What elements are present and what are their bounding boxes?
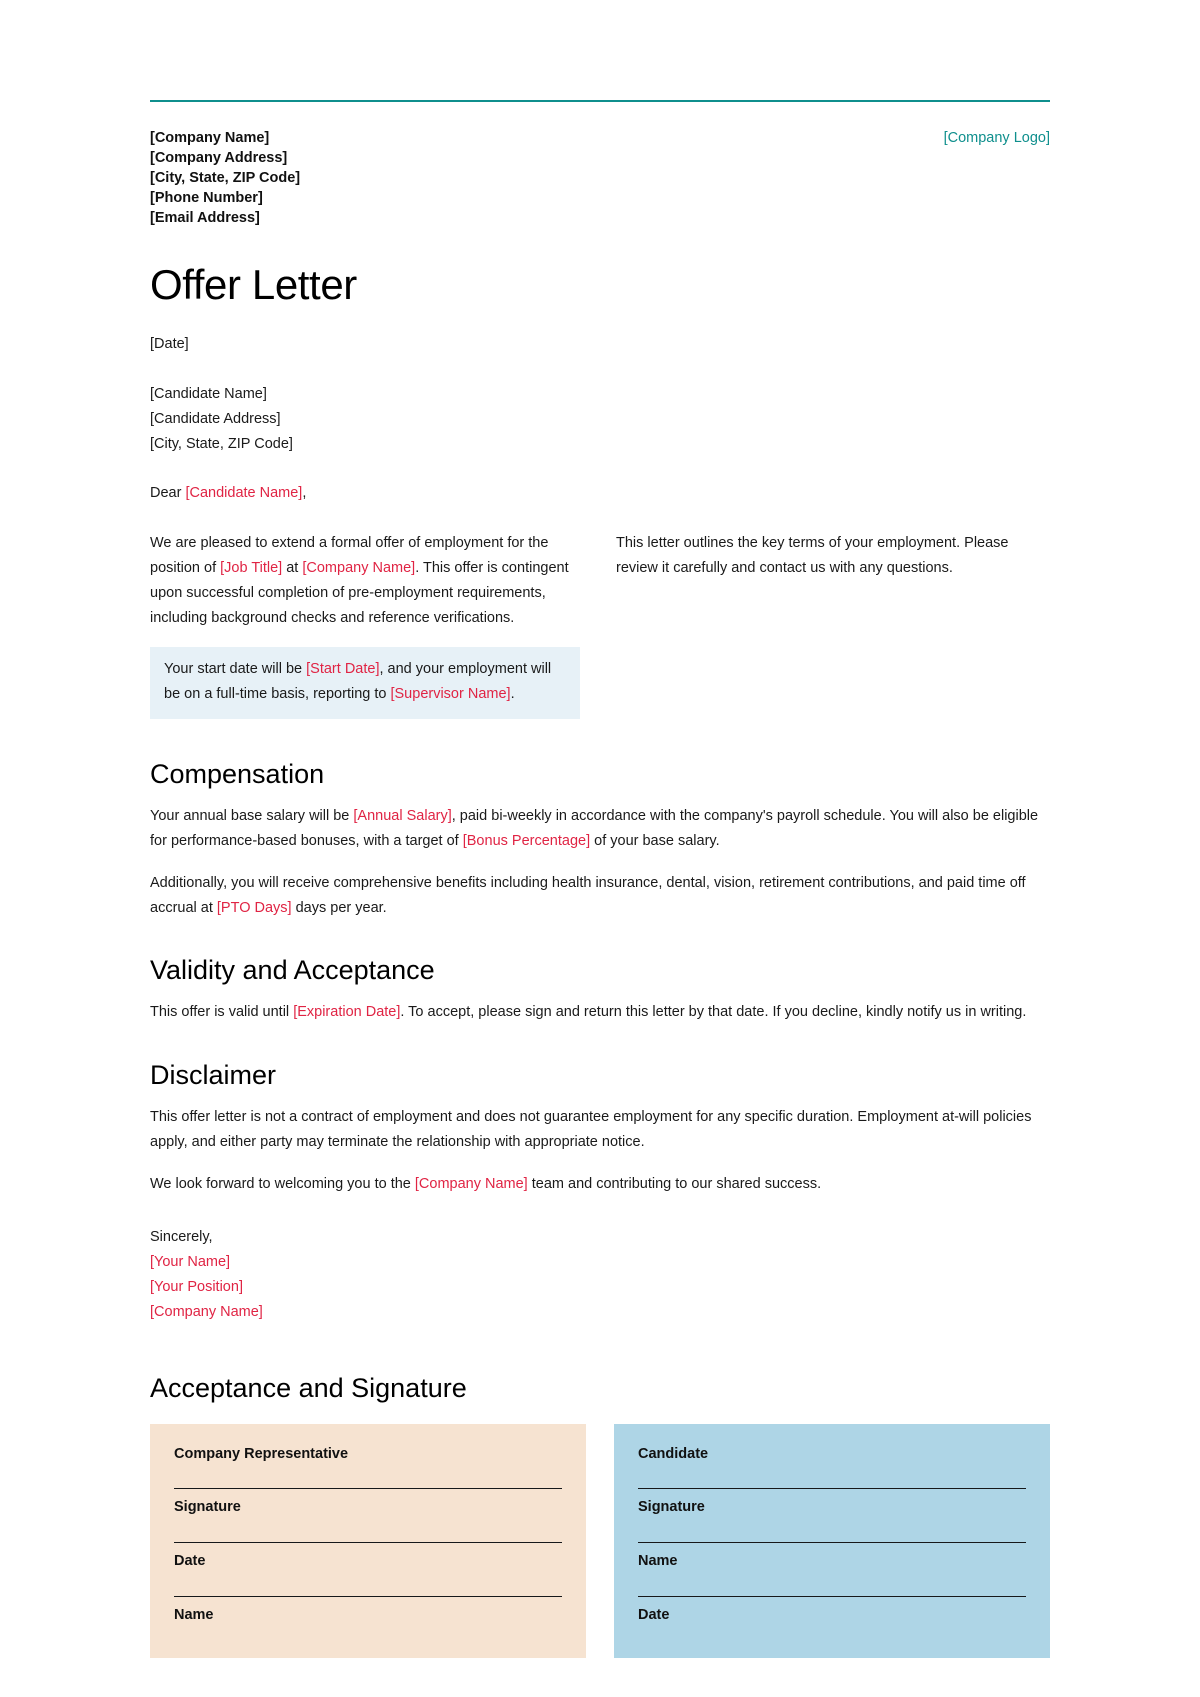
compensation-heading: Compensation [150, 759, 325, 790]
compensation-paragraph-2 [150, 871, 1050, 921]
company-name-placeholder-welcome: [Company Name] [414, 1175, 528, 1192]
compensation-section [150, 759, 1050, 921]
company-logo-placeholder: [Company Logo] [943, 130, 1050, 146]
validity-text-1: This offer is valid until [150, 1004, 294, 1021]
annual-salary-placeholder: [Annual Salary] [353, 808, 452, 825]
intro-paragraph-right: This letter outlines the key terms of your employment. Please review it carefully and contact us with any questions. [616, 534, 1009, 576]
company-email-address: [Email Address] [150, 210, 260, 226]
recipient-name: [Candidate Name] [150, 385, 267, 402]
bonus-percentage-placeholder: [Bonus Percentage] [462, 833, 591, 850]
salutation-comma: , [302, 484, 307, 501]
rep-name-label: Name [174, 1606, 214, 1623]
company-name-placeholder-intro: [Company Name] [302, 559, 416, 576]
disclaimer-paragraph-2 [150, 1172, 1050, 1197]
company-name: [Company Name] [150, 130, 270, 146]
salutation-greeting: Dear [150, 484, 186, 501]
recipient-address: [Candidate Address] [150, 410, 281, 427]
intro-text-3: . This offer is contingent upon successful completion of pre-employment requirements, including background checks and reference verifications. [150, 559, 569, 627]
company-phone-number: [Phone Number] [150, 190, 263, 206]
acceptance-signature-heading: Acceptance and Signature [150, 1372, 467, 1403]
candidate-date-label: Date [638, 1606, 670, 1623]
header-divider-rule [150, 100, 1050, 102]
intro-right-column [616, 531, 1036, 597]
company-address: [Company Address] [150, 150, 288, 166]
supervisor-name-placeholder: [Supervisor Name] [390, 686, 511, 703]
intro-paragraph-left [150, 531, 580, 631]
intro-text-2: at [282, 559, 303, 576]
intro-two-column [150, 531, 1050, 719]
rep-date-field[interactable] [174, 1542, 562, 1570]
company-city-state-zip: [City, State, ZIP Code] [150, 170, 301, 186]
intro-text-1: We are pleased to extend a formal offer of employment for the position of [150, 534, 549, 576]
candidate-label: Candidate [638, 1445, 709, 1462]
disclaimer-section [150, 1060, 1050, 1197]
salutation-candidate-name-placeholder: [Candidate Name] [185, 484, 303, 501]
job-title-placeholder: [Job Title] [220, 559, 283, 576]
signer-name-placeholder: [Your Name] [150, 1253, 231, 1270]
candidate-signature-box [614, 1424, 1050, 1658]
company-representative-label: Company Representative [174, 1445, 349, 1462]
expiration-date-placeholder: [Expiration Date] [293, 1004, 401, 1021]
letter-date: [Date] [150, 336, 189, 353]
candidate-date-field[interactable] [638, 1596, 1026, 1624]
compensation-paragraph-1 [150, 804, 1050, 854]
validity-section [150, 955, 1050, 1025]
recipient-block [150, 382, 1050, 457]
comp-text-1: Your annual base salary will be [150, 808, 354, 825]
validity-paragraph [150, 1000, 1050, 1025]
candidate-signature-label: Signature [638, 1498, 705, 1515]
welcome-text-1: We look forward to welcoming you to the [150, 1175, 415, 1192]
comp-text-2: , paid bi-weekly in accordance with the company's payroll schedule. You will also be eligible for performance-based bonuses, with a target of [150, 808, 1039, 850]
callout-paragraph [164, 657, 566, 707]
rep-date-label: Date [174, 1552, 206, 1569]
callout-text-3: . [510, 686, 515, 703]
signature-boxes-row [150, 1424, 1050, 1658]
disclaimer-paragraph-1: This offer letter is not a contract of employment and does not guarantee employment for any specific duration. Employment at-will policies apply, and either party may terminate the relationship with appropriate notice. [150, 1108, 1032, 1150]
callout-text-2: , and your employment will be on a full-time basis, reporting to [164, 661, 552, 703]
intro-left-column [150, 531, 580, 719]
candidate-name-label: Name [638, 1552, 678, 1569]
validity-text-2: . To accept, please sign and return this letter by that date. If you decline, kindly notify us in writing. [400, 1004, 1027, 1021]
comp-benefits-text-2: days per year. [291, 900, 387, 917]
disclaimer-heading: Disclaimer [150, 1059, 277, 1090]
rep-name-field[interactable] [174, 1596, 562, 1624]
recipient-city-state-zip: [City, State, ZIP Code] [150, 435, 293, 452]
signer-company-placeholder: [Company Name] [150, 1303, 263, 1320]
closing-block [150, 1225, 1050, 1325]
page-title: Offer Letter [150, 261, 357, 308]
comp-benefits-text-1: Additionally, you will receive comprehensive benefits including health insurance, dental, vision, retirement contributions, and paid time off accrual at [150, 875, 1026, 917]
candidate-name-field[interactable] [638, 1542, 1026, 1570]
candidate-signature-field[interactable] [638, 1488, 1026, 1516]
rep-signature-label: Signature [174, 1498, 241, 1515]
welcome-text-2: team and contributing to our shared success. [527, 1175, 822, 1192]
signer-position-placeholder: [Your Position] [150, 1278, 243, 1295]
salutation [150, 482, 1050, 505]
letterhead [150, 128, 1050, 228]
closing-sincerely: Sincerely, [150, 1228, 213, 1245]
validity-heading: Validity and Acceptance [150, 955, 435, 986]
company-representative-signature-box [150, 1424, 586, 1658]
callout-text-1: Your start date will be [164, 661, 307, 678]
company-info-block [150, 128, 300, 228]
document-content [150, 0, 1050, 1658]
start-date-callout [150, 647, 580, 719]
rep-signature-field[interactable] [174, 1488, 562, 1516]
comp-text-3: of your base salary. [590, 833, 720, 850]
start-date-placeholder: [Start Date] [306, 661, 380, 678]
pto-days-placeholder: [PTO Days] [216, 900, 292, 917]
